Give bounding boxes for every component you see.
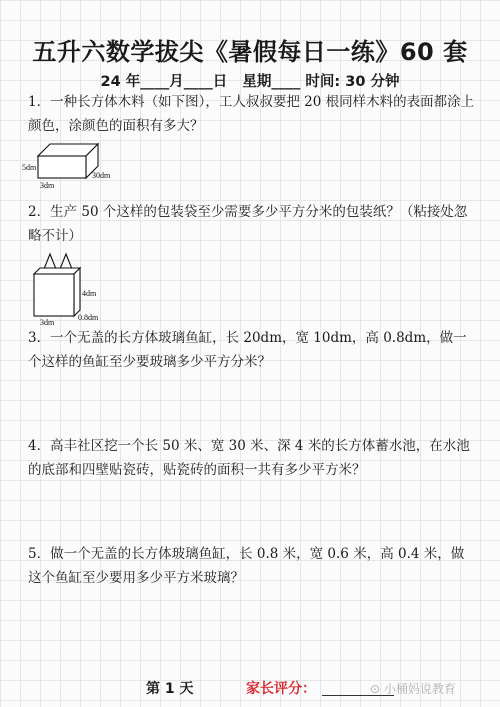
beam-width-label: 3dm	[40, 181, 55, 190]
question-4: 4．高丰社区挖一个长 50 米、宽 30 米、深 4 米的长方体蓄水池，在水池的底部和四壁贴瓷砖，贴瓷砖的面积一共有多少平方米？	[28, 438, 470, 478]
watermark-icon: ⊙	[370, 682, 381, 696]
bag-depth-label: 0.8dm	[78, 313, 99, 322]
bag-figure	[20, 248, 110, 328]
date-time-line: 24 年____月____日 星期____ 时间: 30 分钟	[100, 74, 400, 90]
wood-beam-figure	[20, 138, 140, 194]
bag-width-label: 3dm	[40, 318, 55, 327]
page-title: 五升六数学拔尖《暑假每日一练》60 套	[32, 38, 468, 66]
bag-top	[34, 268, 80, 274]
day-number: 第 1 天	[146, 681, 194, 697]
question-5: 5．做一个无盖的长方体玻璃鱼缸，长 0.8 米，宽 0.6 米，高 0.4 米，做这个鱼缸至少要用多少平方米玻璃？	[28, 546, 465, 586]
question-3: 3．一个无盖的长方体玻璃鱼缸，长 20dm，宽 10dm，高 0.8dm，做一个这样的鱼缸至少要玻璃多少平方分米？	[28, 330, 467, 370]
question-1: 1．一种长方体木料（如下图），工人叔叔要把 20 根同样木料的表面都涂上颜色，涂颜色的面积有多大？	[28, 94, 475, 134]
bag-side	[74, 268, 80, 316]
question-2: 2．生产 50 个这样的包装袋至少需要多少平方分米的包装纸？（粘接处忽略不计）	[28, 204, 468, 244]
beam-front-face	[38, 156, 86, 178]
parent-score-label: 家长评分：	[246, 681, 316, 697]
beam-length-label: 30dm	[92, 171, 111, 180]
watermark	[370, 680, 456, 697]
watermark-text: 小桶妈说教育	[383, 682, 456, 696]
bag-front	[34, 274, 74, 316]
beam-height-label: 5dm	[22, 163, 37, 172]
bag-height-label: 4dm	[82, 289, 97, 298]
